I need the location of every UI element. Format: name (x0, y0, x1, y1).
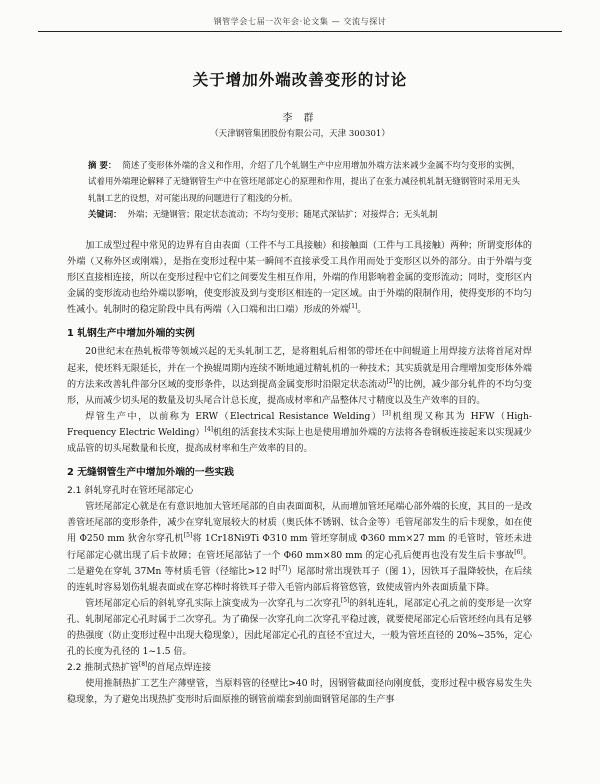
abstract-block (88, 157, 520, 222)
section1-paragraph-2 (67, 409, 532, 457)
citation: [5] (183, 532, 193, 540)
text-run: 机组现又称其为 HFW（High-Frequency Electric Welding） (67, 411, 532, 438)
section2-paragraph-2 (67, 596, 532, 660)
keywords-paragraph (88, 206, 520, 222)
text-run: 。二是避免在穿轧 37Mn 等材质毛管（径缩比>12 时 (67, 550, 532, 577)
text-run: 20世纪末在热轧板带等领域兴起的无头轧制工艺，是将粗轧后相邻的带坯在中间辊道上用焊接方法将首尾对焊起来，使坯料无限延长，并在一个换辊周期内连续不断地通过精轧机的一种技术；其实质就是用合理增加变形体外端的方法来改善轧件部分区域的变形条件，以达到提高金属变形时沿限定状态流动 (67, 347, 532, 390)
abstract-paragraph (88, 157, 520, 206)
header-rule (38, 31, 562, 32)
intro-paragraph (67, 238, 532, 318)
text-run: 2.2 推制式热扩管 (67, 663, 139, 674)
abstract-label: 摘 要： (88, 160, 117, 170)
section-heading-2: 2 无缝钢管生产中增加外端的一些实践 (67, 467, 234, 479)
body-text (67, 238, 532, 708)
text-run: 使用推制热扩工艺生产薄壁管，当原料管的径壁比>40 时，因钢管截面径向刚度低，变形过程中极容易发生失稳现象，为了避免出现热扩变形时后面原推的钢管前端套到前面钢管尾部的生产事 (67, 679, 532, 706)
running-header: 钢管学会七届一次年会·论文集 — 交流与探讨 (213, 17, 387, 26)
section2-paragraph-1 (67, 499, 532, 596)
text-run: 焊管生产中，以前称为 ERW（Electrical Resistance Welding） (85, 411, 383, 422)
text-run: 机组的活套技术实际上也是使用增加外端的方法将各卷钢板连接起来以实现减少成品管的切头尾数量和长度，提高成材率和生产效率的目的。 (67, 427, 532, 455)
text-run: 管坯尾部定心后的斜轧穿孔实际上演变成为一次穿孔与二次穿孔 (85, 598, 341, 609)
intro-text: 加工成型过程中常见的边界有自由表面（工件不与工具接触）和接触面（工件与工具接触）两种；所谓变形体的外端（又称外区或刚端），是指在变形过程中某一瞬间不直接承受工具作用而处于变形区以外的部分。由于外端与变形区直接相连接，所以在变形过程中它们之间要发生相互作用，外端的作用影响着金属的变形流动；同时，变形区内金属的变形流动也给外端以影响，使变形波及到与变形区相连的一定区域。由于外端的限制作用，使得变形的不均匀性减小。轧制时的稳定阶段中具有两端（入口端和出口端）形成的外端 (67, 241, 532, 316)
citation: [3] (382, 409, 391, 417)
text-run: ）尾部时常出现铁耳子（图 1），因铁耳子温降较快，在后续的连轧时容易划伤轧辊表面或在穿芯棒时将铁耳子带入毛管内部后将管悠管，致使成管内外表面质量下降。 (67, 566, 532, 593)
citation: [5] (340, 596, 350, 604)
text-run: 的斜轧连轧，尾部定心孔之前的变形是一次穿孔、轧制尾部定心孔时属于二次穿孔。为了确保一次穿孔向二次穿孔平稳过渡，就要使尾部定心后管坯经向具有足够的热强度（防止变形过程中出现大稳现象），因此尾部定心孔的直径不宜过大，一般为管坯直径的 20%~35%，定心孔的长度为孔径的 1~1.5 倍。 (67, 598, 532, 658)
subsection-heading-2-2 (67, 660, 532, 676)
keywords-label: 关键词： (88, 208, 122, 219)
citation: [2] (386, 377, 396, 385)
text-run: 的首尾点焊连接 (147, 663, 212, 674)
affiliation: （天津钢管集团股份有限公司，天津 300301） (210, 129, 390, 139)
text-run: 管坯尾部定心就是在有意识地加大管坯尾部的自由表面面积，从而增加管坯尾端心部外端的长度，其目的一是改善管坯尾部的变形条件，减少在穿轧宽展较大的材质（奥氏体不锈钢、钛合金等）毛管尾部发生的后卡现象，如在使用 Φ250 mm 狄舍尔穿孔机 (67, 502, 532, 545)
section1-paragraph-1 (67, 344, 532, 408)
section2-paragraph-3 (67, 676, 532, 708)
citation: [6] (514, 548, 523, 556)
citation: [8] (138, 661, 148, 669)
citation: [7] (279, 564, 288, 572)
text-run: 的比例，减少部分轧件的不均匀变形，从而减少切头尾的数量及切头尾合计总长度，提高成材率和产品整体尺寸精度以及生产效率的目的。 (67, 379, 532, 406)
citation: [1] (348, 303, 358, 311)
subsection-heading-2-1: 2.1 斜轧穿孔时在管坯尾部定心 (67, 486, 194, 497)
text-run: 将 1Cr18Ni9Ti Φ310 mm 管坯穿制成 Φ360 mm×27 mm 的毛管时，管坯未进行尾部定心就出现了后卡故障；在管坯尾部钻了一个 Φ60 mm×80 mm 的定心孔后便再也没有发生后卡事故 (67, 534, 532, 561)
section-heading-1: 1 轧钢生产中增加外端的实例 (67, 328, 195, 340)
citation: [4] (204, 425, 213, 433)
author: 李 群 (282, 113, 318, 124)
keywords-text: 外端；无缝钢管；限定状态流动；不均匀变形；随尾式深钻扩；对接焊合；无头轧制 (127, 208, 438, 219)
paper-title: 关于增加外端改善变形的讨论 (192, 71, 408, 89)
abstract-text: 简述了变形体外端的含义和作用，介绍了几个轧钢生产中应用增加外端方法来减少金属不均匀变形的实例，试着用外端理论解释了无缝钢管生产中在管坯尾部定心的原理和作用，提出了在张力减径机轧制无缝钢管时采用无头轧制工艺的设想，对可能出现的问题进行了粗浅的分析。 (88, 160, 520, 203)
intro-end: 。 (357, 305, 367, 316)
